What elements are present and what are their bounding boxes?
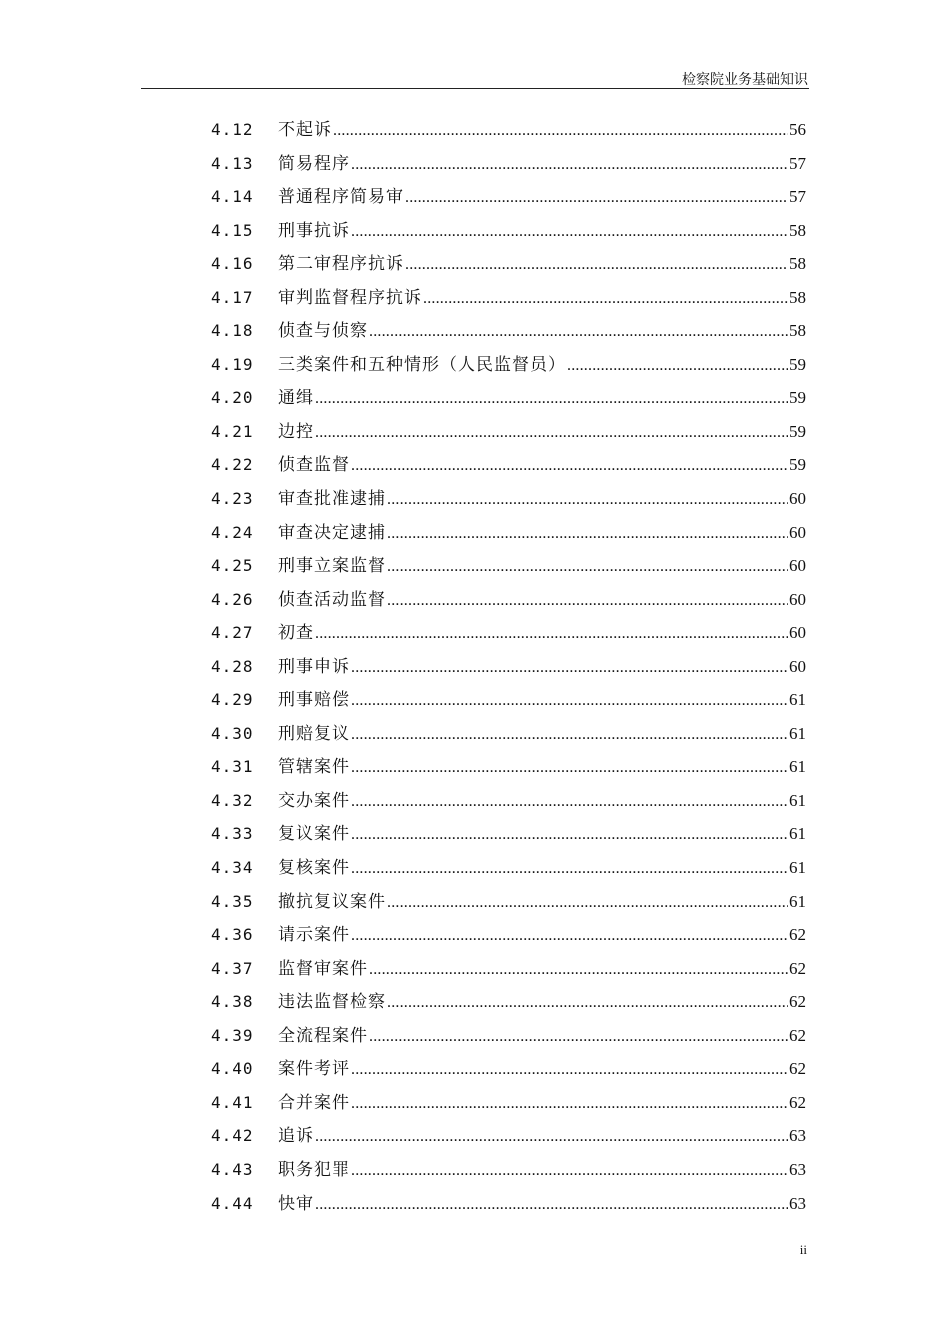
toc-entry-title: 请示案件 bbox=[278, 925, 350, 946]
toc-entry-line bbox=[278, 583, 806, 618]
toc-entry[interactable] bbox=[0, 650, 950, 684]
toc-entry-title: 审查决定逮捕 bbox=[278, 522, 386, 543]
toc-entry-number: 4.21 bbox=[211, 421, 254, 441]
toc-entry-title: 侦查与侦察 bbox=[278, 321, 368, 342]
toc-entry-number: 4.24 bbox=[211, 522, 254, 542]
toc-entry-page: 58 bbox=[789, 254, 806, 274]
toc-dot-leader bbox=[567, 349, 788, 383]
toc-entry-title: 违法监督检察 bbox=[278, 992, 386, 1013]
toc-entry-number: 4.12 bbox=[211, 120, 254, 139]
toc-entry-title: 不起诉 bbox=[278, 120, 332, 140]
toc-dot-leader bbox=[405, 181, 788, 215]
toc-entry-line bbox=[278, 247, 806, 282]
toc-entry-line bbox=[278, 448, 806, 483]
toc-entry[interactable] bbox=[0, 885, 950, 919]
toc-entry-page: 59 bbox=[789, 455, 806, 475]
toc-dot-leader bbox=[369, 953, 788, 987]
toc-entry-number: 4.42 bbox=[211, 1126, 254, 1146]
toc-dot-leader bbox=[351, 751, 788, 785]
toc-entry-line bbox=[278, 381, 806, 416]
toc-entry-line bbox=[278, 147, 806, 182]
toc-dot-leader bbox=[351, 215, 788, 249]
toc-entry-page: 61 bbox=[789, 723, 806, 743]
toc-entry-page: 59 bbox=[789, 388, 806, 408]
toc-dot-leader bbox=[351, 449, 788, 483]
toc-entry[interactable] bbox=[0, 1187, 950, 1221]
toc-entry-number: 4.31 bbox=[211, 757, 254, 777]
toc-entry-number: 4.40 bbox=[211, 1059, 254, 1079]
toc-entry-title: 初查 bbox=[278, 623, 314, 644]
toc-entry-title: 合并案件 bbox=[278, 1092, 350, 1113]
toc-entry[interactable] bbox=[0, 817, 950, 851]
toc-entry-number: 4.36 bbox=[211, 925, 254, 945]
toc-entry-title: 第二审程序抗诉 bbox=[278, 254, 404, 275]
toc-dot-leader bbox=[351, 651, 788, 685]
toc-entry-page: 60 bbox=[789, 589, 806, 609]
toc-entry-page: 61 bbox=[789, 757, 806, 777]
toc-entry-title: 审查批准逮捕 bbox=[278, 489, 386, 510]
toc-dot-leader bbox=[315, 416, 788, 450]
toc-entry-page: 63 bbox=[789, 1193, 806, 1213]
toc-entry-title: 刑事立案监督 bbox=[278, 556, 386, 577]
toc-entry-line bbox=[278, 1019, 806, 1054]
toc-entry-page: 63 bbox=[789, 1126, 806, 1146]
toc-entry-title: 复议案件 bbox=[278, 824, 350, 845]
toc-dot-leader bbox=[405, 248, 788, 282]
toc-entry[interactable] bbox=[0, 147, 950, 181]
toc-entry[interactable] bbox=[0, 516, 950, 550]
toc-entry-line bbox=[278, 348, 806, 383]
toc-entry-number: 4.14 bbox=[211, 187, 254, 207]
toc-entry-number: 4.17 bbox=[211, 287, 254, 307]
toc-entry-page: 62 bbox=[789, 992, 806, 1012]
toc-entry-line bbox=[278, 482, 806, 517]
toc-entry[interactable] bbox=[0, 180, 950, 214]
toc-entry-number: 4.43 bbox=[211, 1159, 254, 1179]
toc-dot-leader bbox=[351, 785, 788, 819]
header-rule bbox=[141, 88, 809, 89]
toc-entry-title: 通缉 bbox=[278, 388, 314, 409]
toc-entry-number: 4.25 bbox=[211, 556, 254, 576]
toc-entry-number: 4.39 bbox=[211, 1025, 254, 1045]
toc-entry-number: 4.16 bbox=[211, 254, 254, 274]
toc-dot-leader bbox=[315, 1188, 788, 1222]
toc-entry-title: 交办案件 bbox=[278, 790, 350, 811]
toc-entry-title: 三类案件和五种情形（人民监督员） bbox=[278, 354, 566, 375]
toc-entry-number: 4.19 bbox=[211, 354, 254, 374]
toc-entry[interactable] bbox=[0, 952, 950, 986]
toc-entry-page: 57 bbox=[789, 153, 806, 173]
toc-entry-number: 4.28 bbox=[211, 656, 254, 676]
toc-entry-title: 监督审案件 bbox=[278, 958, 368, 979]
toc-entry[interactable] bbox=[0, 784, 950, 818]
toc-entry[interactable] bbox=[0, 918, 950, 952]
toc-dot-leader bbox=[333, 114, 788, 148]
toc-entry[interactable] bbox=[0, 616, 950, 650]
toc-entry-page: 60 bbox=[789, 623, 806, 643]
toc-entry-line bbox=[278, 281, 806, 316]
toc-entry-line bbox=[278, 683, 806, 718]
toc-entry[interactable] bbox=[0, 348, 950, 382]
toc-entry-number: 4.34 bbox=[211, 858, 254, 878]
toc-dot-leader bbox=[351, 1154, 788, 1188]
toc-entry-page: 62 bbox=[789, 925, 806, 945]
toc-entry[interactable] bbox=[0, 448, 950, 482]
toc-entry-line bbox=[278, 616, 806, 651]
toc-entry-page: 63 bbox=[789, 1159, 806, 1179]
toc-entry-title: 刑事抗诉 bbox=[278, 220, 350, 241]
toc-entry-line bbox=[278, 214, 806, 249]
toc-entry-line bbox=[278, 415, 806, 450]
toc-entry[interactable] bbox=[0, 1019, 950, 1053]
toc-dot-leader bbox=[351, 1087, 788, 1121]
toc-entry-title: 职务犯罪 bbox=[278, 1159, 350, 1180]
toc-entry-page: 61 bbox=[789, 891, 806, 911]
toc-entry-page: 61 bbox=[789, 790, 806, 810]
toc-entry[interactable] bbox=[0, 851, 950, 885]
toc-entry-page: 58 bbox=[789, 287, 806, 307]
toc-entry-number: 4.38 bbox=[211, 992, 254, 1012]
toc-dot-leader bbox=[369, 1020, 788, 1054]
toc-entry-title: 刑事申诉 bbox=[278, 656, 350, 677]
toc-entry-title: 刑赔复议 bbox=[278, 723, 350, 744]
toc-dot-leader bbox=[351, 919, 788, 953]
toc-entry-page: 60 bbox=[789, 656, 806, 676]
toc-entry-number: 4.20 bbox=[211, 388, 254, 408]
toc-entry-line bbox=[278, 918, 806, 953]
toc-entry-page: 60 bbox=[789, 489, 806, 509]
toc-entry-line bbox=[278, 1119, 806, 1154]
toc-dot-leader bbox=[387, 550, 788, 584]
toc-entry-number: 4.13 bbox=[211, 153, 254, 173]
toc-entry-page: 62 bbox=[789, 958, 806, 978]
toc-entry-title: 追诉 bbox=[278, 1126, 314, 1147]
toc-entry-page: 60 bbox=[789, 556, 806, 576]
toc-entry[interactable] bbox=[0, 750, 950, 784]
toc-entry-title: 复核案件 bbox=[278, 858, 350, 879]
toc-entry[interactable] bbox=[0, 281, 950, 315]
toc-dot-leader bbox=[369, 315, 788, 349]
toc-entry-page: 59 bbox=[789, 354, 806, 374]
toc-entry[interactable] bbox=[0, 583, 950, 617]
toc-entry-title: 侦查监督 bbox=[278, 455, 350, 476]
toc-dot-leader bbox=[351, 148, 788, 182]
toc-dot-leader bbox=[315, 1120, 788, 1154]
toc-entry-number: 4.35 bbox=[211, 891, 254, 911]
toc-entry-number: 4.18 bbox=[211, 321, 254, 341]
toc-entry-number: 4.32 bbox=[211, 790, 254, 810]
toc-entry-line bbox=[278, 1086, 806, 1121]
toc-entry-page: 58 bbox=[789, 220, 806, 240]
toc-entry[interactable] bbox=[0, 214, 950, 248]
toc-entry-line bbox=[278, 549, 806, 584]
toc-entry-title: 审判监督程序抗诉 bbox=[278, 287, 422, 308]
toc-entry[interactable] bbox=[0, 1086, 950, 1120]
toc-entry-line bbox=[278, 885, 806, 920]
toc-entry-line bbox=[278, 817, 806, 852]
toc-entry-page: 58 bbox=[789, 321, 806, 341]
toc-entry[interactable] bbox=[0, 717, 950, 751]
toc-entry-title: 普通程序简易审 bbox=[278, 187, 404, 208]
toc-entry-line bbox=[278, 1052, 806, 1087]
toc-entry-line bbox=[278, 1153, 806, 1188]
toc-dot-leader bbox=[423, 282, 788, 316]
toc-entry-title: 刑事赔偿 bbox=[278, 690, 350, 711]
toc-entry[interactable] bbox=[0, 415, 950, 449]
toc-entry-title: 快审 bbox=[278, 1193, 314, 1214]
toc-entry-title: 简易程序 bbox=[278, 153, 350, 174]
toc-entry-page: 56 bbox=[789, 120, 806, 139]
toc-entry-number: 4.15 bbox=[211, 220, 254, 240]
toc-entry-page: 62 bbox=[789, 1092, 806, 1112]
toc-dot-leader bbox=[351, 684, 788, 718]
toc-entry-line bbox=[278, 851, 806, 886]
toc-entry-number: 4.41 bbox=[211, 1092, 254, 1112]
toc-entry-line bbox=[278, 516, 806, 551]
toc-entry-title: 全流程案件 bbox=[278, 1025, 368, 1046]
toc-dot-leader bbox=[387, 886, 788, 920]
toc-dot-leader bbox=[351, 852, 788, 886]
toc-dot-leader bbox=[351, 1053, 788, 1087]
toc-entry[interactable] bbox=[0, 1052, 950, 1086]
toc-entry[interactable] bbox=[0, 683, 950, 717]
toc-entry-number: 4.30 bbox=[211, 723, 254, 743]
toc-entry[interactable] bbox=[0, 314, 950, 348]
toc-entry-page: 59 bbox=[789, 421, 806, 441]
toc-entry-title: 撤抗复议案件 bbox=[278, 891, 386, 912]
toc-entry-page: 62 bbox=[789, 1059, 806, 1079]
toc-entry-line bbox=[278, 180, 806, 215]
toc-entry-page: 61 bbox=[789, 824, 806, 844]
toc-entry-page: 57 bbox=[789, 187, 806, 207]
toc-entry[interactable] bbox=[0, 381, 950, 415]
toc-entry-number: 4.22 bbox=[211, 455, 254, 475]
toc-entry[interactable] bbox=[0, 985, 950, 1019]
toc-entry-line bbox=[278, 784, 806, 819]
toc-entry-line bbox=[278, 113, 806, 148]
toc-entry-title: 案件考评 bbox=[278, 1059, 350, 1080]
toc-entry[interactable] bbox=[0, 113, 950, 147]
page-number: ii bbox=[799, 1242, 807, 1257]
toc-entry-page: 60 bbox=[789, 522, 806, 542]
toc-entry[interactable] bbox=[0, 1119, 950, 1153]
toc-entry-title: 侦查活动监督 bbox=[278, 589, 386, 610]
toc-dot-leader bbox=[351, 718, 788, 752]
toc-entry[interactable] bbox=[0, 247, 950, 281]
toc-entry-line bbox=[278, 750, 806, 785]
toc-entry-number: 4.37 bbox=[211, 958, 254, 978]
toc-dot-leader bbox=[315, 382, 788, 416]
running-header-title: 检察院业务基础知识 bbox=[682, 72, 808, 88]
toc-dot-leader bbox=[387, 517, 788, 551]
toc-entry[interactable] bbox=[0, 482, 950, 516]
toc-dot-leader bbox=[387, 986, 788, 1020]
toc-entry-number: 4.33 bbox=[211, 824, 254, 844]
toc-dot-leader bbox=[351, 818, 788, 852]
toc-dot-leader bbox=[387, 584, 788, 618]
toc-dot-leader bbox=[387, 483, 788, 517]
toc-entry-number: 4.23 bbox=[211, 489, 254, 509]
toc-entry-line bbox=[278, 314, 806, 349]
toc-entry-line bbox=[278, 650, 806, 685]
toc-entry-title: 管辖案件 bbox=[278, 757, 350, 778]
toc-entry-number: 4.29 bbox=[211, 690, 254, 710]
toc-entry-page: 62 bbox=[789, 1025, 806, 1045]
toc-entry-page: 61 bbox=[789, 690, 806, 710]
toc-entry[interactable] bbox=[0, 549, 950, 583]
toc-dot-leader bbox=[315, 617, 788, 651]
table-of-contents bbox=[0, 113, 950, 1220]
toc-entry-number: 4.44 bbox=[211, 1193, 254, 1213]
toc-entry-line bbox=[278, 1187, 806, 1222]
toc-entry[interactable] bbox=[0, 1153, 950, 1187]
toc-entry-page: 61 bbox=[789, 858, 806, 878]
toc-entry-line bbox=[278, 717, 806, 752]
toc-entry-title: 边控 bbox=[278, 421, 314, 442]
toc-entry-number: 4.27 bbox=[211, 623, 254, 643]
toc-entry-number: 4.26 bbox=[211, 589, 254, 609]
toc-entry-line bbox=[278, 952, 806, 987]
toc-entry-line bbox=[278, 985, 806, 1020]
